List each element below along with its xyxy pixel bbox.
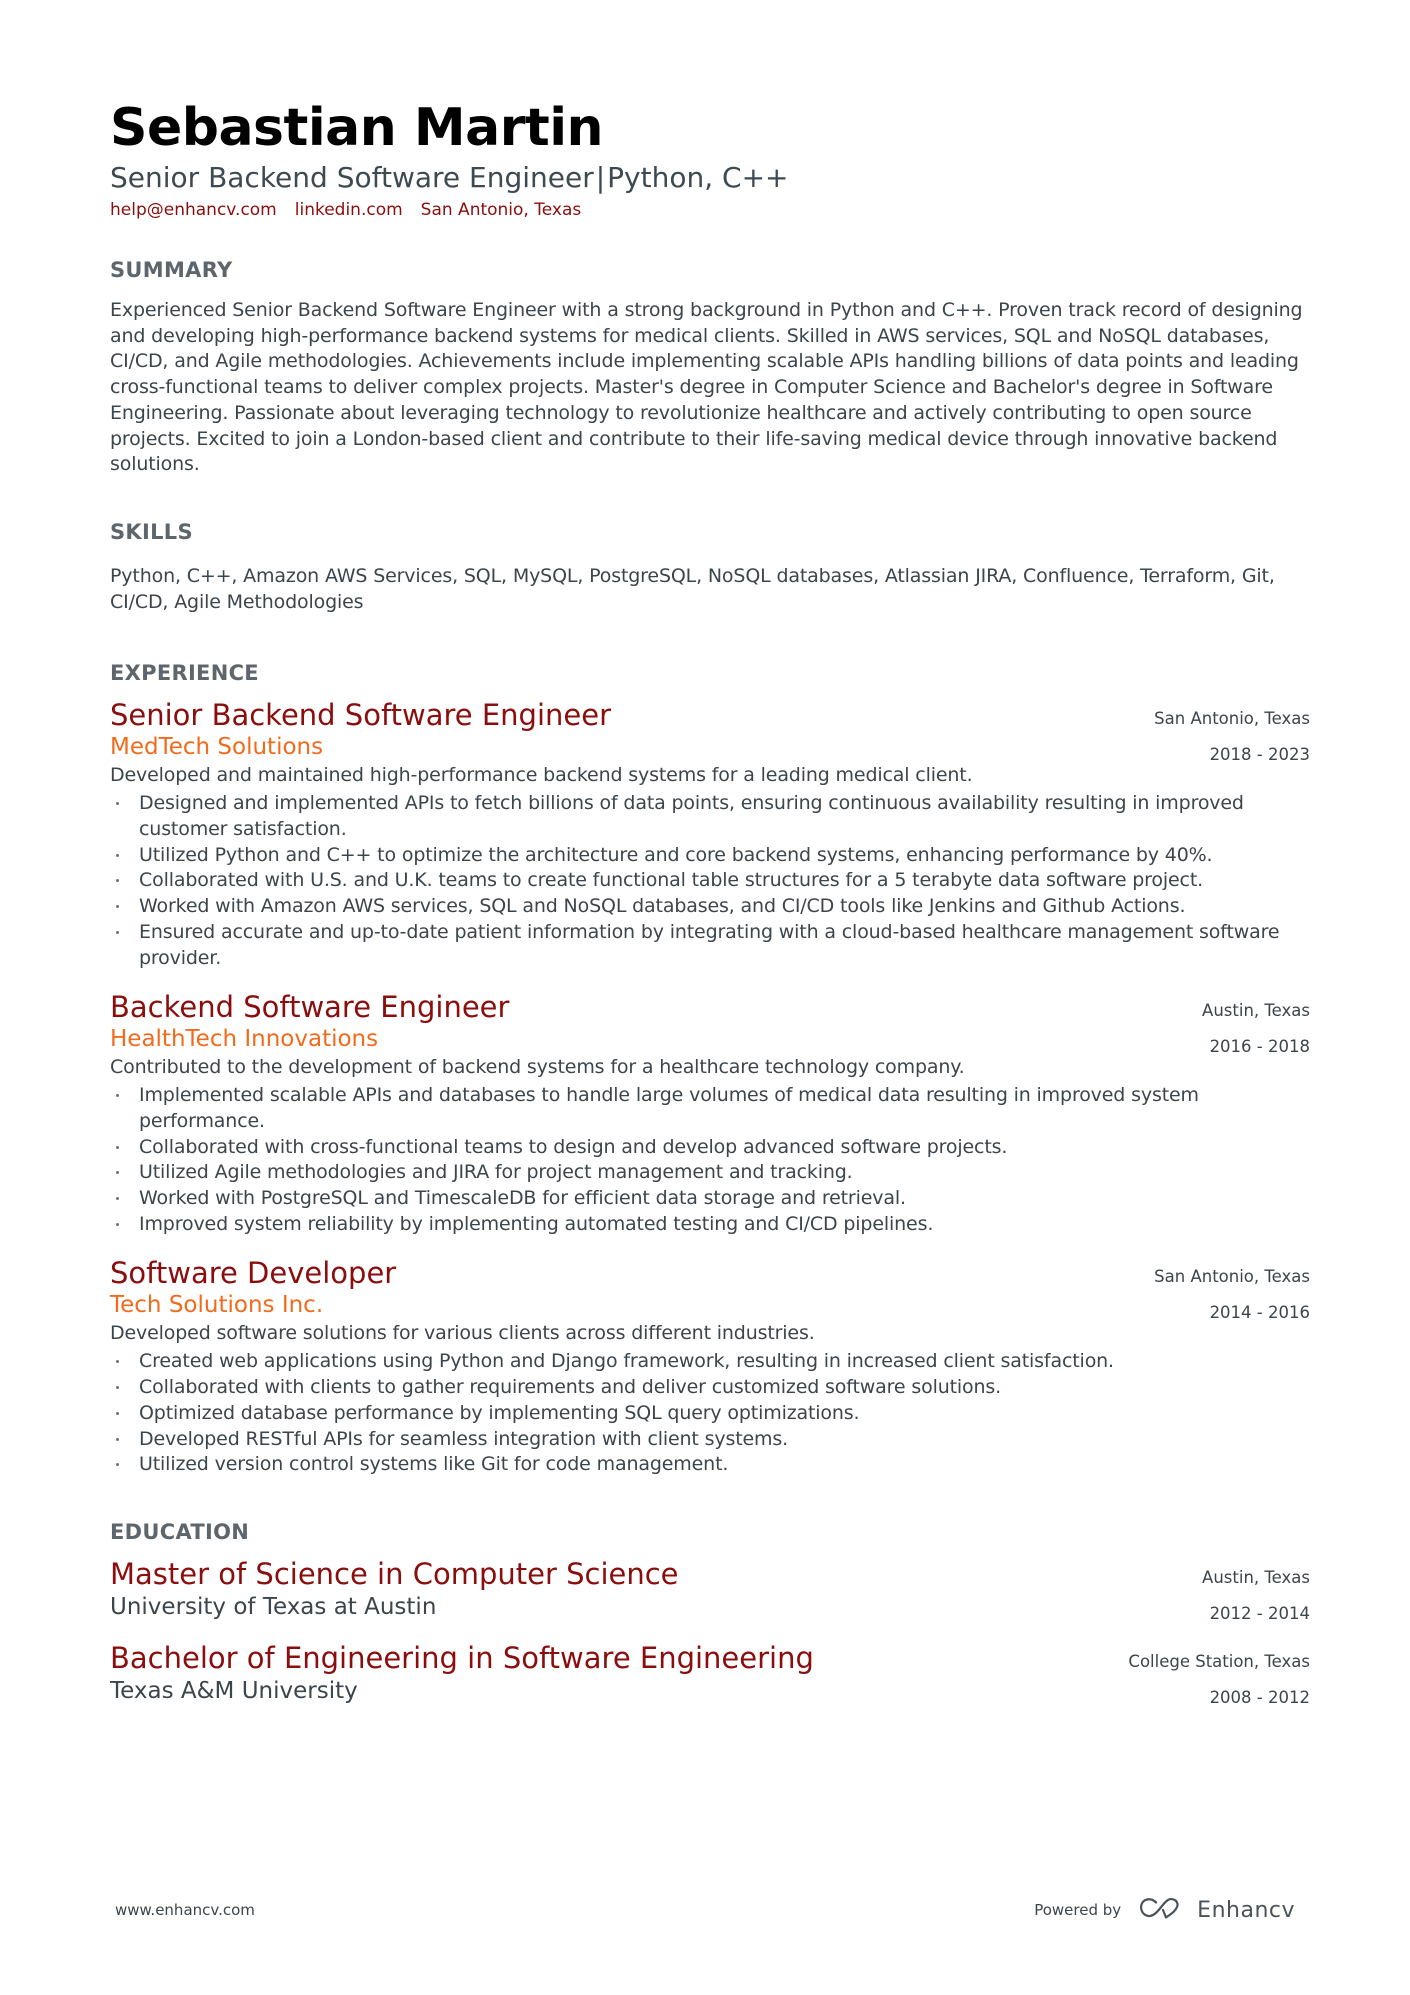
- education-meta: [1128, 1644, 1310, 1716]
- job-bullet: Utilized Agile methodologies and JIRA for project management and tracking.: [110, 1160, 1310, 1186]
- job-description: Contributed to the development of backend systems for a healthcare technology company.: [110, 1056, 965, 1079]
- job-meta: [1202, 993, 1310, 1065]
- experience-entry: [110, 697, 1310, 971]
- job-dates: 2018 - 2023: [1209, 745, 1310, 765]
- education-location: College Station, Texas: [1128, 1651, 1310, 1671]
- job-bullets: [110, 791, 1310, 971]
- contact-list: [110, 198, 1310, 222]
- job-bullets: [110, 1083, 1310, 1237]
- job-bullet: Improved system reliability by implementing automated testing and CI/CD pipelines.: [110, 1212, 1310, 1238]
- section-title-education: EDUCATION: [110, 1519, 250, 1544]
- job-title: Senior Backend Software Engineer: [110, 698, 612, 733]
- experience-section: [110, 659, 1310, 1478]
- skills-section: [110, 518, 1310, 615]
- job-bullet: Optimized database performance by implementing SQL query optimizations.: [110, 1401, 1310, 1427]
- contact-email-link[interactable]: help@enhancv.com: [110, 200, 277, 220]
- job-company: HealthTech Innovations: [110, 1026, 379, 1053]
- job-bullet: Utilized version control systems like Git for code management.: [110, 1452, 1310, 1478]
- job-bullet: Worked with Amazon AWS services, SQL and NoSQL databases, and CI/CD tools like Jenkins and Github Actions.: [110, 894, 1310, 920]
- job-bullet: Collaborated with clients to gather requirements and deliver customized software solutions.: [110, 1375, 1310, 1401]
- job-bullet: Utilized Python and C++ to optimize the architecture and core backend systems, enhancing performance by 40%.: [110, 843, 1310, 869]
- job-meta: [1154, 701, 1310, 773]
- candidate-headline: [110, 160, 1310, 196]
- job-description: Developed and maintained high-performance backend systems for a leading medical client.: [110, 764, 973, 787]
- headline-skills: Python, C++: [607, 161, 789, 194]
- school-name: University of Texas at Austin: [110, 1593, 437, 1620]
- education-entry: [110, 1640, 1310, 1706]
- education-dates: 2012 - 2014: [1209, 1603, 1310, 1623]
- job-bullet: Created web applications using Python and Django framework, resulting in increased client satisfaction.: [110, 1349, 1310, 1375]
- job-location: Austin, Texas: [1202, 1001, 1310, 1021]
- job-bullets: [110, 1349, 1310, 1478]
- headline-separator: |: [595, 161, 606, 194]
- section-title-summary: SUMMARY: [110, 258, 233, 282]
- job-meta: [1154, 1259, 1310, 1331]
- enhancv-brand-link[interactable]: [1139, 1896, 1295, 1924]
- skills-text: Python, C++, Amazon AWS Services, SQL, MySQL, PostgreSQL, NoSQL databases, Atlassian JIRA, Confluence, Terraform, Git, CI/CD, Agile Methodologies: [110, 564, 1275, 613]
- school-name: Texas A&M University: [110, 1677, 358, 1704]
- job-company: MedTech Solutions: [110, 734, 324, 761]
- job-title: Backend Software Engineer: [110, 990, 510, 1025]
- resume-page: [110, 96, 1310, 1706]
- education-section: [110, 1518, 1310, 1706]
- job-dates: 2014 - 2016: [1209, 1303, 1310, 1323]
- powered-by-label: Powered by: [1034, 1901, 1122, 1919]
- candidate-name: Sebastian Martin: [110, 98, 604, 158]
- job-bullet: Ensured accurate and up-to-date patient information by integrating with a cloud-based healthcare management software provider.: [110, 920, 1310, 971]
- contact-location: San Antonio, Texas: [420, 200, 582, 220]
- job-description: Developed software solutions for various clients across different industries.: [110, 1322, 815, 1345]
- job-location: San Antonio, Texas: [1154, 709, 1310, 729]
- job-bullet: Implemented scalable APIs and databases to handle large volumes of medical data resulting in improved system performance.: [110, 1083, 1310, 1134]
- resume-header: [110, 96, 1310, 222]
- job-bullet: Designed and implemented APIs to fetch billions of data points, ensuring continuous availability resulting in improved customer satisfaction.: [110, 791, 1310, 842]
- job-company: Tech Solutions Inc.: [110, 1292, 324, 1319]
- job-bullet: Collaborated with cross-functional teams to design and develop advanced software projects.: [110, 1135, 1310, 1161]
- section-title-skills: SKILLS: [110, 519, 193, 544]
- job-bullet: Developed RESTful APIs for seamless integration with client systems.: [110, 1427, 1310, 1453]
- enhancv-logo-icon: [1139, 1896, 1185, 1924]
- education-entry: [110, 1556, 1310, 1622]
- summary-text: Experienced Senior Backend Software Engineer with a strong background in Python and C++. Proven track record of designing and developing high-performance backend systems for medical clients. Skilled in AWS services, SQL and NoSQL databases, CI/CD, and Agile methodologies. Achievements include implementing scalable APIs handling billions of data points and leading cross-functional teams to deliver complex projects. Master's degree in Computer Science and Bachelor's degree in Software Engineering. Passionate about leveraging technology to revolutionize healthcare and actively contributing to open source projects. Excited to join a London-based client and contribute to their life-saving medical device through innovative backend solutions.: [110, 299, 1303, 476]
- job-dates: 2016 - 2018: [1209, 1037, 1310, 1057]
- education-location: Austin, Texas: [1202, 1567, 1310, 1587]
- degree-title: Bachelor of Engineering in Software Engineering: [110, 1640, 814, 1675]
- powered-by: [1034, 1896, 1295, 1924]
- experience-entry: [110, 989, 1310, 1237]
- job-title: Software Developer: [110, 1256, 397, 1291]
- education-dates: 2008 - 2012: [1209, 1687, 1310, 1707]
- education-meta: [1202, 1560, 1310, 1632]
- section-title-experience: EXPERIENCE: [110, 661, 259, 686]
- page-footer: [115, 1895, 1295, 1925]
- degree-title: Master of Science in Computer Science: [110, 1556, 679, 1591]
- job-bullet: Collaborated with U.S. and U.K. teams to create functional table structures for a 5 terabyte data software project.: [110, 868, 1310, 894]
- job-location: San Antonio, Texas: [1154, 1267, 1310, 1287]
- footer-website-link[interactable]: www.enhancv.com: [115, 1901, 255, 1919]
- summary-section: [110, 256, 1310, 478]
- experience-entry: [110, 1255, 1310, 1478]
- contact-linkedin-link[interactable]: linkedin.com: [294, 200, 403, 220]
- job-bullet: Worked with PostgreSQL and TimescaleDB for efficient data storage and retrieval.: [110, 1186, 1310, 1212]
- headline-role: Senior Backend Software Engineer: [110, 161, 594, 194]
- enhancv-brand-name: Enhancv: [1197, 1897, 1295, 1923]
